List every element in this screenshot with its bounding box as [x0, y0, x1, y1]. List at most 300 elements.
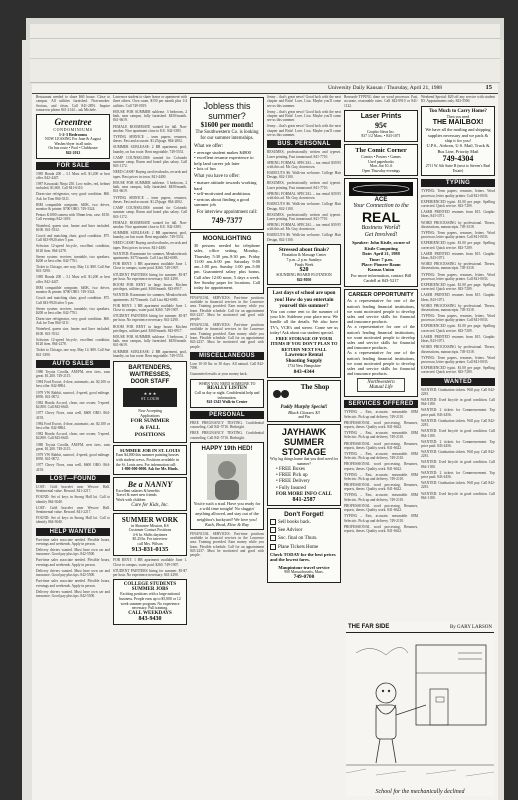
list-item: Jenny – that's great news! Good luck with the next chapter and Brits! Love, Lisa. Maybe you'll come see us this summer. — [267, 124, 341, 137]
mailbox-title: Too Much to Carry Home? — [429, 108, 487, 114]
list-item: 1979 VW Rabbit, sunroof, 4-speed, good mileage. $950. 841-0072. — [36, 452, 110, 462]
nanny-ad — [113, 477, 187, 511]
list-item: 1980 Toyota Corolla, AM/FM, new tires, runs great. $1,200. 749-2115. — [36, 442, 110, 451]
page-folio — [32, 84, 498, 94]
lost-found-listings — [36, 485, 110, 525]
list-item: LASER PRINTED resumes from $15. Graphic Ideas, 843-1071. — [421, 251, 495, 261]
list-item: WANTED: Graduation tickets. Will pay. Call 842-2281. — [421, 387, 495, 396]
list-item: TYPING: Term papers, resumes, letters. Word processor, letter quality printer. Call 841-0033. — [421, 272, 495, 281]
moonlighting-ad — [190, 232, 264, 294]
list-item: Part-time sales associate needed. Flexible hours, evenings and weekends. Apply in person. — [36, 537, 110, 546]
list-item: LASER PRINTED resumes from $15. Graphic Ideas, 843-1071. — [421, 293, 495, 302]
last-days-address: 1734 New Hampshire — [287, 364, 321, 369]
jayhawk-item-text: FREE Pick up — [279, 472, 308, 478]
jobless-offer-text: excellent resume experience to help land career job later — [194, 155, 254, 166]
list-item: PROFESSIONAL word processing. Resumes, reports, theses. Quality work. 841-6622. — [344, 420, 418, 430]
listen-phone: 841-2345 Walk-in Center — [206, 400, 248, 405]
last-days-phone: 843-4344 — [293, 368, 315, 375]
last-days-body: You can come rent to the summer of your life. Sublease your place now. We handle all the details. We also have TV's, VCR's and stereo. Come see us today! Ask about our student special. — [270, 308, 338, 335]
wanted-listings — [421, 388, 495, 501]
checkbox-icon — [270, 527, 276, 533]
list-item: 1977 Chevy Nova, runs well, $600 OBO. 864-4193. — [36, 411, 110, 420]
col5-top-text — [344, 95, 418, 108]
checklist-text: Sell books back. — [278, 520, 311, 526]
jobless-offer-item: • excellent resume experience to help land career job later — [194, 155, 254, 166]
list-item: WANTED: Graduation tickets. Will pay. Call 842-2281. — [421, 418, 495, 428]
birthday-ad — [190, 442, 264, 530]
greentree-sub: CONDOMINIUMS — [53, 127, 93, 133]
list-item: FEMALE ROOMMATE wanted for fall. Non-smoker. Nice apartment close to KU. 842-3385. — [113, 220, 187, 229]
checkbox-icon — [270, 544, 276, 550]
last-days-company2: Shooting Supply — [285, 358, 323, 365]
nanny-item: Travel & meet new friends — [116, 493, 157, 498]
career-ad — [344, 289, 418, 398]
far-side-caption: School for the mechanically declined — [375, 789, 465, 795]
list-item: Schwinn 12-speed bicycle, excellent condition, $120 firm. 864-2278. — [36, 244, 110, 253]
list-item: FREE PREGNANCY TESTING. Confidential counseling. Call 841-5716. Birthright. — [190, 431, 264, 440]
cartoon-drawing — [346, 633, 494, 783]
greentree-line-1: Washer/dryer in all units — [54, 141, 92, 146]
list-item: Guaranteed results or your money back. — [190, 372, 248, 377]
jayhawk-storage-ad — [267, 424, 341, 506]
stressed-ad — [267, 244, 341, 285]
nanny-item: Work with children — [116, 497, 146, 502]
jobless-have-text: mature attitude towards working hard — [194, 179, 257, 191]
jayhawk-title1: JAYHAWK — [281, 427, 327, 438]
list-item: 1985 Honda 200 – 3.1 Must sell. $1,200 or best offer. 842-4447. — [36, 171, 110, 180]
bartenders-line7: & FALL — [139, 425, 161, 432]
list-item: CAMP COUNSELORS wanted for Colorado summer camp. Room and board plus salary. Call 843-1172. — [113, 205, 187, 219]
bartenders-line8: POSITIONS — [134, 432, 166, 439]
mailbox-line1: Then you need — [446, 114, 470, 119]
northwestern-line2: Mutual Life — [369, 385, 393, 391]
jobless-offer-text: lots of fun — [196, 166, 216, 172]
list-item: Weekend Special: $20 off any service with student ID. Appointments only. 843-5500. — [421, 95, 495, 104]
list-item: TYPING: Term papers, resumes, letters. Word processor, letter quality printer. Call 841-0033. — [421, 355, 495, 364]
list-item: FOUND: Set of keys in Strong Hall lot. Call to identify 864-3040. — [36, 516, 110, 525]
bus-personal-listings — [267, 150, 341, 242]
list-item: HAIRCUTS $6. Walk-ins welcome. College Hair Design, 842-1100. — [267, 171, 341, 180]
listen-line1: WHEN YOU NEED SOMEONE TO — [198, 381, 256, 386]
services-listings — [344, 410, 418, 533]
list-item: HAIRCUTS $6. Walk-ins welcome. College Hair Design, 842-1100. — [267, 233, 341, 242]
dont-forget-phone: 749-0700 — [293, 574, 315, 581]
list-item: Ticket to Chicago, one way, May 14. $80. Call Sue 841-3390. — [36, 265, 110, 274]
list-item: TYPING – Fast, accurate, reasonable. IBM Selectric. Pick up and delivery. 749-2110. — [344, 472, 418, 481]
jayhawk-phone: 841-2587 — [292, 497, 316, 504]
list-item: SPRING FORMAL SPECIAL – tux rental $39.95 with this ad. Mr. Guy, downtown. — [267, 191, 341, 201]
col6-top-text — [421, 95, 495, 104]
birthday-title: HAPPY 19th HED! — [201, 446, 253, 453]
jayhawk-item-text: FREE Boxes — [279, 466, 305, 472]
jayhawk-items — [270, 467, 338, 493]
jayhawk-item: • FREE Boxes — [276, 466, 305, 472]
ace-speaker: Speaker: John Kistle, owner of Kistle Computing — [352, 240, 410, 251]
summer-work-line4: call Mrs. Wilson — [137, 541, 163, 546]
jayhawk-item-text: Fully Insured — [279, 485, 306, 491]
list-item: LASER PRINTED resumes from $15. Graphic Ideas, 843-1071. — [421, 334, 495, 344]
comic-line: Mon–Sat 10–6 — [369, 164, 393, 169]
dont-forget-ad — [267, 508, 341, 583]
list-item: 1977 Chevy Nova, runs well, $600 OBO. 864-4193. — [36, 463, 110, 472]
shop-ad — [267, 380, 341, 423]
list-item: Stereo system: receiver, turntable, two speakers. $200 or best offer. 842-7761. — [36, 254, 110, 263]
personal-header: PERSONAL — [190, 411, 264, 419]
misc-listings — [190, 362, 264, 377]
lost-found-header: LOST—FOUND — [36, 475, 110, 483]
bartenders-line4: Now Accepting — [138, 409, 162, 414]
list-item: FEMALE ROOMMATE wanted for fall. Non-smoker. Nice apartment close to KU. 842-3385. — [113, 124, 187, 133]
laser-price: 95¢ — [375, 120, 387, 130]
bartenders-line3: DOOR STAFF — [130, 379, 170, 386]
list-item: LASER PRINTED resumes from $15. Graphic Ideas, 843-1071. — [421, 210, 495, 219]
list-item: STUDENT PAINTERS hiring for summer. $5-$7 per hour. No experience necessary. 841-2290. — [113, 314, 187, 323]
dont-forget-check: Check TODAY for the best prices and the lowest fares. — [270, 551, 336, 563]
shop-name: The Shop — [300, 382, 330, 391]
list-item: WANTED: Used bicycle in good condition. Call 864-1180. — [421, 429, 495, 438]
list-item: 1987 Kawasaki Ninja 250. Low miles, red, helmet included, $1,600. Call 841-6110. — [36, 181, 110, 191]
college-jobs-title: COLLEGE STUDENTS — [123, 582, 177, 588]
comic-extra: Open Thursday evenings — [362, 168, 400, 173]
greentree-line-2: On bus route • Pool • Clubhouse — [48, 146, 98, 151]
list-item: Pentax K1000 camera with 50mm lens, case. $150. Call evenings 842-1019. — [36, 213, 110, 222]
ace-line3: Get Involved! — [364, 232, 398, 239]
list-item: FOR RENT: 1 BR apartment available June 1. Close to campus, water paid. $260. 749-1907. — [113, 303, 187, 313]
list-item: EXPERIENCED typist. $1.00 per page. Spelling corrected. Quick service. 843-7209. — [421, 199, 495, 209]
list-item: TYPING: Term papers, resumes, letters. Word processor, letter quality printer. Call 841-0033. — [421, 314, 495, 323]
auto-sales-listings — [36, 370, 110, 472]
list-item: TYPING – Fast, accurate, reasonable. IBM Selectric. Pick up and delivery. 749-2110. — [344, 493, 418, 502]
list-item: EXPERIENCED typist. $1.00 per page. Spelling corrected. Quick service. 843-7209. — [421, 282, 495, 292]
ace-ad — [344, 178, 418, 286]
list-item: TYPING – Fast, accurate, reasonable. IBM Selectric. Pick up and delivery. 749-2110. — [344, 431, 418, 440]
college-jobs-ad — [113, 579, 187, 624]
mailbox-phone: 749-4304 — [442, 154, 474, 164]
list-item: PROFESSIONAL word processing. Resumes, reports, theses. Quality work. 841-6622. — [344, 524, 418, 533]
comic-line: Used paperbacks — [368, 159, 394, 164]
jobless-title1: Jobless this — [203, 101, 251, 111]
list-item: PROFESSIONAL word processing. Resumes, reports, theses. Quality work. 841-6622. — [344, 483, 418, 492]
personal-listings — [190, 421, 264, 440]
list-item: TYPING – Fast, accurate, reasonable. IBM Selectric. Pick up and delivery. 749-2110. — [344, 410, 418, 419]
list-item: Jenny – that's great news! Good luck with the next chapter and Brits! Love, Lisa. Maybe you'll come see us this summer. — [267, 109, 341, 123]
laser-phone: 837 1/2 Mass. • 843-1071 — [361, 134, 401, 139]
birthday-sign: Kath, Brad, Elise & Ray — [205, 521, 249, 527]
greentree-ad — [36, 114, 110, 158]
list-item: WANTED: Used bicycle in good condition. Call 864-1180. — [421, 398, 495, 407]
summer-work-phone: 913-831-0135 — [131, 546, 169, 554]
for-sale-header: FOR SALE — [36, 162, 110, 170]
list-item: Delivery drivers wanted. Must have own car and insurance. Good pay plus tips. 842-5500. — [36, 589, 110, 598]
checklist-text: Soc. final on Thurs. — [278, 536, 318, 542]
jayhawk-item-text: FREE Delivery — [279, 479, 310, 485]
jobless-what-have: What you have to offer: — [194, 173, 240, 179]
comic-line: Comics • Posters • Games — [361, 155, 401, 160]
jobless-offer: $1600 per month! — [200, 121, 254, 129]
stressed-line4: SOUNDING BOARD FLOTATION — [276, 273, 332, 278]
jobless-what-offer: What we offer: — [194, 143, 223, 149]
dont-forget-company: Maupintour travel service — [278, 564, 330, 570]
college-jobs-sub: SUMMER JOBS — [131, 587, 169, 593]
shop-sub: Black Glasses $3 — [288, 409, 320, 415]
dont-forget-address: 900 Massachusetts, Mass. — [284, 569, 324, 574]
stressed-line3: Finals Week — [294, 262, 314, 267]
far-side-author: By GARY LARSON — [449, 624, 492, 630]
list-item: FOUND: Set of keys in Strong Hall lot. Call to identify 864-3040. — [36, 495, 110, 504]
college-jobs-body: Exciting positions with a large national business. People earn up to $5,000 or 12 week summer program. No experience necessary. Full training. — [119, 592, 181, 611]
ace-info: For more information, contact Bill Cardell at 843-5217 — [350, 272, 412, 284]
list-item: Couch and matching chair, good condition. $75. Call 843-9920 after 5 p.m. — [36, 296, 110, 305]
list-item: 1982 Honda Accord, clean, one owner, 5-speed. $2,800. Call 843-6645. — [36, 432, 110, 441]
jobless-offer-item: • average student makes $4800 — [194, 149, 251, 155]
jobless-phone: 749-7377 — [211, 215, 243, 225]
summer-work-line3: $5.25/hr. For interview — [132, 537, 168, 542]
checklist-item — [270, 544, 338, 552]
list-item: HAIRCUTS $6. Walk-ins welcome. College Hair Design, 842-1100. — [267, 202, 341, 211]
summer-job-title: SUMMER JOB IN ST. LOUIS — [119, 448, 181, 454]
college-jobs-phone: 843-9430 — [138, 615, 162, 622]
listen-ad — [190, 379, 264, 408]
moonlighting-body: 30 persons needed for telephone sales, office setting. Monday–Thursday 5:30 pm–9:30 pm. Friday 11:00 am–6:00 pm. Saturday 9:00 am–1:00 pm. Sunday 1:00 pm–5:00 pm. Guaranteed salary plus bonus. Call after 12:00 noon, 5 days a week. See Sunday paper for locations. Call today for appointment. — [194, 242, 260, 291]
list-item: WORD PROCESSING by professional. Theses, dissertations, manuscripts. 749-3318. — [421, 220, 495, 229]
checkbox-icon — [270, 519, 276, 525]
column-3 — [190, 95, 264, 798]
career-body-2: As a representative for one of the nation's leading financial institutions, we want motivated people to develop sales and service skills for financial and insurance products. — [347, 324, 415, 351]
list-item: Jenny – that's great news! Good luck with the next chapter and Brits! Love, Lisa. Maybe you'll come see us this summer. — [267, 95, 341, 108]
jobless-have-text: self-motivated and ambitious — [196, 191, 251, 197]
col3-bottom-text — [190, 532, 264, 558]
jobless-offer-text: average student makes $4800 — [196, 149, 251, 155]
bartenders-line5: Applications — [140, 413, 160, 418]
jayhawk-item: • FREE Pick up — [276, 472, 308, 478]
list-item: LOST: Gold bracelet near Wescoe Hall. Sentimental value. Reward. 841-2217. — [36, 505, 110, 514]
summer-work-ad — [113, 513, 187, 557]
list-item: PROFESSIONAL word processing. Resumes, reports, theses. Quality work. 841-6622. — [344, 462, 418, 471]
nanny-item: Excellent salaries & benefits — [116, 488, 160, 493]
career-body: As a representative for one of the nation's leading financial institutions, we want motivated people to develop sales and service skills for financial and insurance products. — [347, 298, 415, 325]
list-item: IBM compatible computer, 640K, two drives, monitor & printer. $700 OBO. 749-3324. — [36, 202, 110, 212]
list-item: WANTED: Roommate for summer, Meadowbrook apartments. $175/month. Call Lisa 842-6083. — [113, 251, 187, 261]
list-item: TYPING – Fast, accurate, reasonable. IBM Selectric. Pick up and delivery. 749-2110. — [344, 514, 418, 523]
list-item: TYPING: Term papers, resumes, letters. Word processor, letter quality printer. Call 841-0033. — [421, 189, 495, 198]
greentree-name: Greentree — [54, 117, 92, 128]
list-item: NEED CASH? Buying used textbooks, records and tapes. Best prices in town. 841-4400. — [113, 241, 187, 250]
northwestern-logo — [357, 378, 405, 392]
list-item: FOR RENT: 1 BR apartment available June 1. Close to campus, water paid. $260. 749-1907. — [113, 262, 187, 271]
jayhawk-title3: STORAGE — [281, 447, 327, 458]
ace-place2: Kansas Union — [367, 267, 395, 273]
list-item: FINANCIAL SERVICES: Part-time positions available in financial services in the Lawrence area. Training provided. Earn money while you learn. Flexible schedule. Call for an appointment 843-2237. Must be motivated and good with people. — [190, 531, 264, 558]
services-offered-header: SERVICES OFFERED — [344, 400, 418, 408]
shop-banner: Paddy Murphy Special! — [280, 404, 328, 410]
jayhawk-tag: Why lug things home that you don't need for summer? — [270, 457, 338, 466]
jobless-have-item: • serious about finding a good summer job — [194, 196, 250, 208]
col2-intro: Lawrence student to share house or apartment with three others. Own room, $150 per month plus 1/4 utilities. Call 749-0019. — [113, 95, 187, 108]
list-item: STUDENT PAINTERS hiring for summer. $5-$7 per hour. No experience necessary. 841-2290. — [113, 272, 187, 281]
list-item: EXPERIENCED typist. $1.00 per page. Spelling corrected. Quick service. 843-7209. — [421, 241, 495, 250]
listen-line2: REALLY LISTEN — [207, 386, 247, 392]
list-item: WANTED: 2 tickets for Commencement. Top price paid. 843-4456. — [421, 408, 495, 417]
bus-personal-header: BUS. PERSONAL — [267, 140, 341, 148]
help-wanted-listings — [36, 538, 110, 599]
summer-job-body: Earn $4,000 this summer painting houses with student crews. Positions available in the St. Louis area. For information call: — [116, 453, 179, 467]
jayhawk-item: • Fully Insured — [276, 485, 306, 491]
list-item: FOR RENT: 1 BR apartment available June 1. Close to campus, water paid. $260. 749-1907. — [113, 558, 187, 567]
ace-brand: ACE — [374, 197, 388, 204]
list-item: Delivery drivers wanted. Must have own car and insurance. Good pay plus tips. 842-5500. — [36, 568, 110, 578]
list-item: WORD PROCESSING by professional. Theses, dissertations, manuscripts. 749-3318. — [421, 303, 495, 312]
col2-filler — [113, 558, 187, 577]
list-item: FREE PREGNANCY TESTING. Confidential counseling. Call 841-5716. Birthright. — [190, 421, 264, 430]
last-days-highlight: FREE STORAGE OF YOUR ITEMS IF YOU DON'T PLAN TO RETURN NEXT FALL — [270, 335, 338, 352]
career-body-3: As a representative for one of the nation's leading financial institutions, we want motivated people to develop sales and service skills for financial and insurance products. — [347, 350, 415, 377]
list-item: Lose 10-30 lbs. in 30 days. All natural. Call 842-7090. — [190, 361, 264, 371]
mailbox-name: THE MAILBOX! — [432, 119, 484, 127]
column-4 — [267, 95, 341, 798]
list-item: EXPERIENCED typist. $1.00 per page. Spelling corrected. Quick service. 843-7209. — [421, 366, 495, 375]
list-item: Waterbed, queen size, heater and liner included. $100. 841-5532. — [36, 223, 110, 232]
list-item: WANTED: Graduation tickets. Will pay. Call 842-2281. — [421, 481, 495, 490]
ace-line2: Business World! — [361, 225, 401, 232]
column-1 — [36, 95, 110, 798]
for-sale-listings — [36, 172, 110, 357]
folio-date: University Daily Kansan / Thursday, April 21, 1988 — [328, 85, 442, 91]
ace-time: Time: 7 p.m. — [369, 256, 393, 262]
mailbox-ad — [421, 106, 495, 177]
list-item: PROFESSIONAL word processing. Resumes, reports, theses. Quality work. 841-6622. — [344, 503, 418, 513]
list-item: SPRING FORMAL SPECIAL – tux rental $39.95 with this ad. Mr. Guy, downtown. — [267, 160, 341, 169]
nanny-footer: Care for Kids, Inc. — [131, 502, 169, 508]
list-item: SUMMER SUBLEASE: 2 BR apartment, pool, laundry, on bus route. Rent negotiable. 749-5531. — [113, 230, 187, 240]
stressed-line1: Floatation & Massage Center — [281, 253, 327, 258]
column-2 — [113, 95, 187, 798]
list-item: NEED CASH? Buying used textbooks, records and tapes. Best prices in town. 841-4400. — [113, 170, 187, 179]
career-title: CAREER OPPORTUNITY — [348, 291, 414, 298]
birthday-body: You're such a stud. Have you ready for a wild time tonight! No sluggin' anything allowed, and stay out of the neighbor's backyard! We love you! — [193, 501, 261, 522]
jobless-have-item: • self-motivated and ambitious — [194, 191, 251, 197]
list-item: EXPERIENCED typist. $1.00 per page. Spelling corrected. Quick service. 843-7209. — [421, 324, 495, 333]
northwestern-line1: Northwestern — [367, 380, 395, 386]
checklist-item — [270, 519, 338, 527]
summer-work-line2: 4-6 hr. Shifts daytimes — [132, 532, 168, 537]
list-item: 1984 Ford Escort, 4-door, automatic, air. $2,100 or best offer. 842-8804. — [36, 380, 110, 389]
summer-job-phone: 1-800-000-0000. Ask for Mr. Hinds. — [121, 467, 179, 472]
last-days-company1: Lawrence Rental — [285, 352, 323, 359]
birthday-photo — [207, 454, 247, 500]
col4-intro — [267, 95, 341, 137]
list-item: FINANCIAL SERVICES: Part-time positions available in financial services in the Lawrence area. Training provided. Earn money while you learn. Flexible schedule. Call for an appointment 843-2237. Must be motivated and good with people. — [190, 295, 264, 322]
list-item: STUDENT PAINTERS hiring for summer. $5-$7 per hour. No experience necessary. 841-2290. — [113, 568, 187, 578]
comic-corner-ad — [344, 144, 418, 176]
list-item: SPRING FORMAL SPECIAL – tux rental $39.95 with this ad. Mr. Guy, downtown. — [267, 223, 341, 232]
mailbox-line2: We have all the mailing and shipping supplies necessary and we pack & ship it for you! — [425, 127, 491, 143]
far-side-header — [346, 622, 494, 633]
jobless-title2: summer? — [208, 111, 246, 121]
comic-title: The Comic Corner — [355, 147, 407, 155]
summer-work-sub: in Shawnee Mission, KS — [131, 523, 169, 528]
list-item: ROOM FOR RENT in large house. Kitchen privileges, utilities paid. $160/month. 843-0917. — [113, 282, 187, 292]
list-item: WORD PROCESSING by professional. Theses, dissertations, manuscripts. 749-3318. — [421, 345, 495, 354]
bartenders-line6: FOR SUMMER — [130, 418, 170, 425]
moonlighting-title: MOONLIGHTING — [202, 234, 252, 242]
checklist-item — [270, 527, 338, 535]
folded-page-strip — [30, 24, 500, 83]
far-side-title: THE FAR SIDE — [348, 624, 390, 630]
list-item: IBM compatible computer, 640K, two drives, monitor & printer. $700 OBO. 749-3324. — [36, 285, 110, 295]
jayhawk-info: FOR MORE INFO CALL — [275, 492, 333, 498]
bartenders-line2: WAITRESSES, — [129, 372, 171, 379]
list-item: HOUSE FOR SUMMER sublease. 3 bedroom, 2 bath, near campus, fully furnished. $450/month. 841-6619. — [113, 334, 187, 348]
list-item: 1985 Honda 200 – 3.1 Must sell. $1,200 or best offer. 842-4447. — [36, 275, 110, 284]
list-item: Delivery drivers wanted. Must have own car and insurance. Good pay plus tips. 842-5500. — [36, 548, 110, 557]
col2-listings-a — [113, 110, 187, 358]
list-item: SUMMER SUBLEASE: 2 BR apartment, pool, laundry, on bus route. Rent negotiable. 749-5531. — [113, 349, 187, 358]
list-item: RESUMES, professionally written and typeset. Laser printing. Fast turnaround. 841-7710. — [267, 181, 341, 190]
list-item: RESUMES, professionally written and typeset. Laser printing. Fast turnaround. 841-7710. — [267, 212, 341, 221]
bartenders-logo: ★ ★ ★ ST. LOUIS — [123, 388, 177, 407]
list-item: TYPING: Term papers, resumes, letters. Word processor, letter quality printer. Call 841-0033. — [421, 230, 495, 240]
shop-note: and Pin — [298, 414, 310, 419]
list-item: CAMP COUNSELORS wanted for Colorado summer camp. Room and board plus salary. Call 843-1172. — [113, 155, 187, 169]
list-item: Dorm-size refrigerator, very good condition. $60. Ask for Tom 864-3311. — [36, 317, 110, 326]
list-item: Part-time sales associate needed. Flexible hours, evenings and weekends. Apply in person. — [36, 579, 110, 588]
list-item: WANTED: 2 tickets for Commencement. Top price paid. 843-4456. — [421, 439, 495, 448]
checklist-text: See Advisor — [278, 528, 303, 534]
auto-sales-header: AUTO SALES — [36, 360, 110, 368]
ace-big: REAL — [361, 209, 401, 226]
col1-intro: Restaurant needed to share $60 house. Close to campus. All utilities furnished. Non-smoker. Serious, and clean. Call 841-2891. Inquire tomorrow please 841-2144 – ask Michele. — [36, 95, 110, 112]
ace-line1: Your Connection to the — [353, 203, 409, 210]
list-item: Dorm-size refrigerator, very good condition. $60. Ask for Tom 864-3311. — [36, 192, 110, 201]
col3-misc-text — [190, 296, 264, 349]
typing-listings — [421, 189, 495, 374]
ace-place: Place: Pioneer Room — [361, 262, 401, 268]
stressed-title: Stressed about finals? — [278, 246, 330, 253]
list-item: WANTED: 2 tickets for Commencement. Top price paid. 843-4456. — [421, 470, 495, 480]
list-item: WANTED: Used bicycle in good condition. Call 864-1180. — [421, 491, 495, 500]
ace-logo-icon — [349, 182, 413, 196]
list-item: 1984 Ford Escort, 4-door, automatic, air. $2,100 or best offer. 842-8804. — [36, 421, 110, 431]
dont-forget-title: Don't Forget! — [284, 511, 324, 519]
wanted-header: WANTED — [421, 378, 495, 386]
stressed-price: $20 — [299, 267, 309, 274]
newspaper-page — [32, 84, 498, 800]
list-item: Waterbed, queen size, heater and liner included. $100. 841-5532. — [36, 327, 110, 336]
list-item: 1982 Honda Accord, clean, one owner, 5-speed. $2,800. Call 843-6645. — [36, 400, 110, 410]
miscellaneous-header: MISCELLANEOUS — [190, 352, 264, 360]
jobless-have-item: • mature attitude towards working hard — [194, 179, 257, 191]
list-item: FINANCIAL SERVICES: Part-time positions available in financial services in the Lawrence area. Training provided. Earn money while you learn. Flexible schedule. Call for an appointment 843-2237. Must be motivated and good with people. — [190, 323, 264, 349]
list-item: 1979 VW Rabbit, sunroof, 4-speed, good mileage. $950. 841-0072. — [36, 390, 110, 399]
jobless-offer-item: • lots of fun — [194, 166, 216, 172]
ace-date: Date: April 21, 1988 — [362, 251, 400, 257]
checklist-text: Plane Tickets Home — [278, 544, 319, 550]
sunglasses-icon — [271, 384, 291, 404]
jayhawk-item: • FREE Delivery — [276, 479, 310, 485]
list-item: Schwinn 12-speed bicycle, excellent condition, $120 firm. 864-2278. — [36, 337, 110, 347]
mailbox-line3: U.P.S., Airborn, U.S. Mail, Truck & Bus Line, Priority Mail — [426, 143, 490, 154]
list-item: Research-TYPING done on word processor. Fast, accurate, reasonable rates. Call 842-0910 or 841-1122. — [344, 95, 418, 108]
greentree-phone: 842-2012 — [65, 150, 81, 155]
jayhawk-title2: SUMMER — [284, 437, 324, 448]
list-item: Couch and matching chair, good condition. $75. Call 843-9920 after 5 p.m. — [36, 233, 110, 243]
list-item: TYPING SERVICE – term papers, resumes, theses. Fast and accurate. $1.25/page. 864-2002. — [113, 134, 187, 144]
summer-job-ad — [113, 445, 187, 474]
stressed-line2: 7 p.m.–2 p.m. Sundays — [286, 257, 322, 262]
jobless-lead: The Southwestern Co. is looking for our summer internships. — [195, 130, 259, 141]
jobless-cta: For interview appointment call: — [196, 209, 258, 215]
greentree-tag: 1-2-3 Bedrooms — [58, 132, 88, 138]
